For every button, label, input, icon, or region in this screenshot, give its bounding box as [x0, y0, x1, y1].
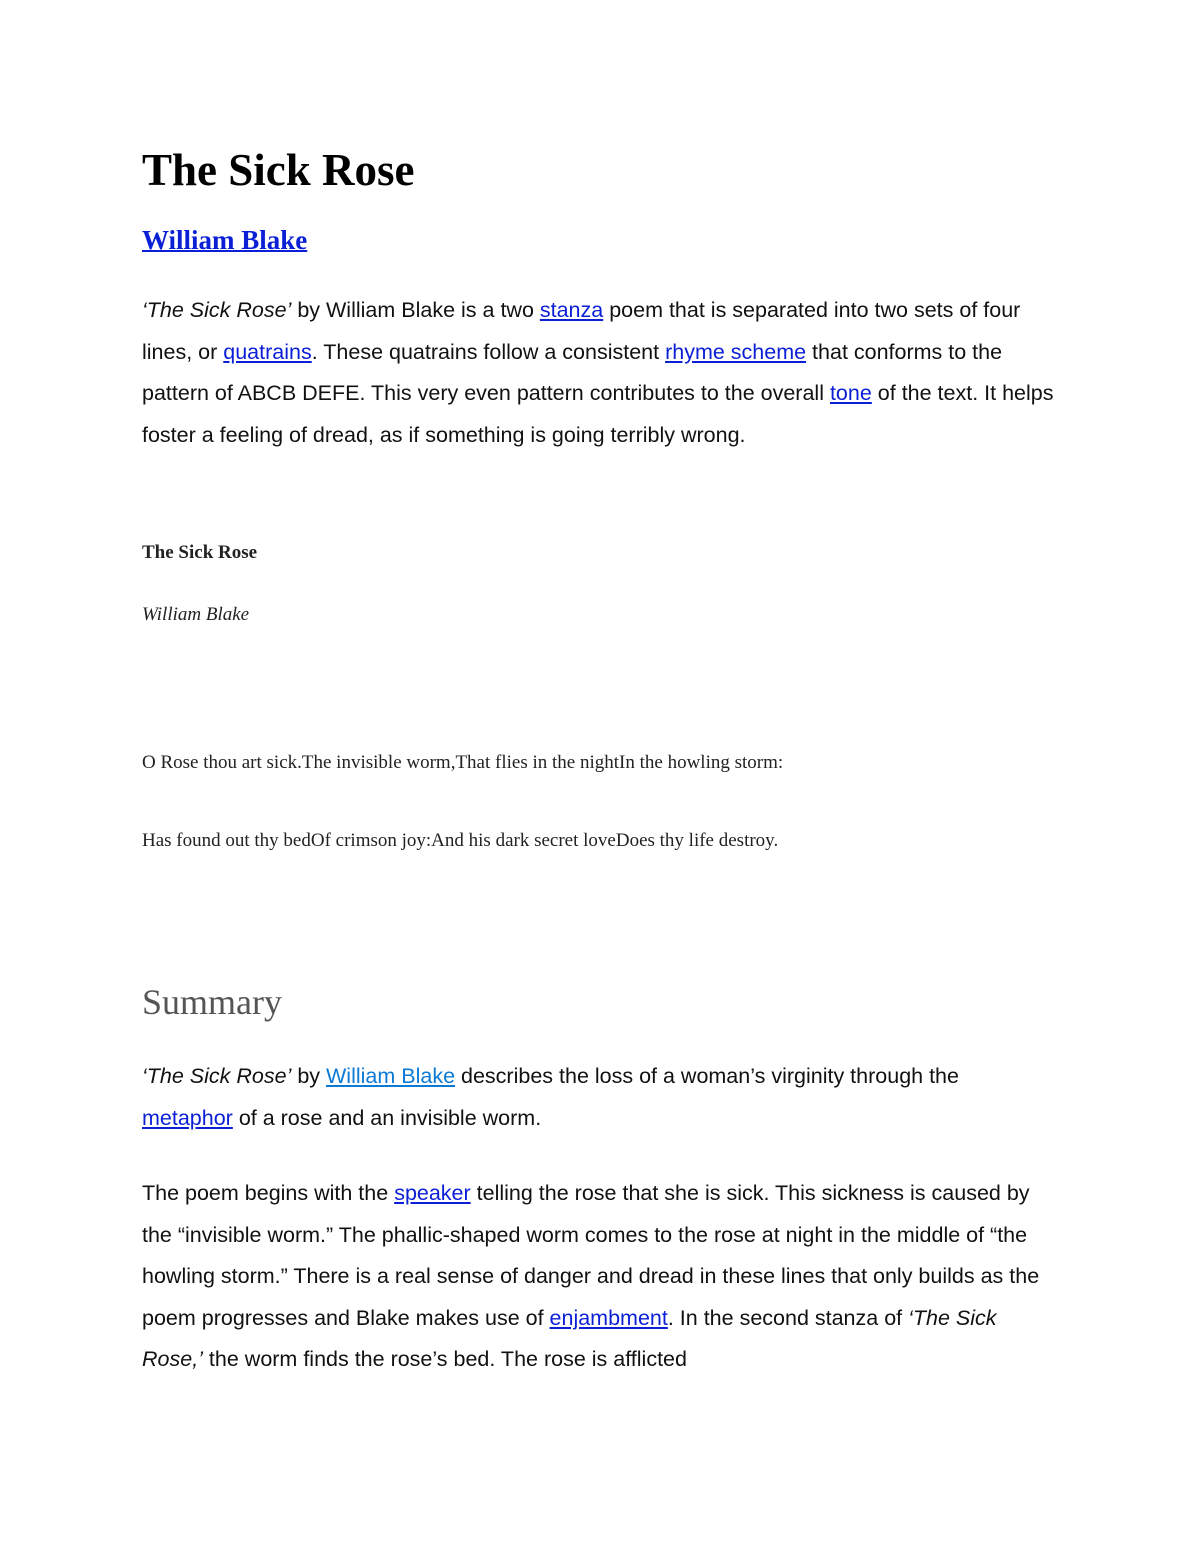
speaker-link[interactable]: speaker: [394, 1181, 471, 1205]
intro-text: poem that is separated into two sets of four lines, or: [142, 298, 1021, 364]
intro-text: . These quatrains follow a consistent: [311, 339, 666, 364]
poem-title: The Sick Rose: [142, 542, 258, 563]
poem-title-quote: ‘The Sick Rose,’: [142, 1305, 997, 1371]
poem-stanza-2: Has found out thy bedOf crimson joy:And his dark secret loveDoes thy life destroy.: [142, 830, 779, 851]
summary-paragraph-1: [142, 1056, 1002, 1139]
summary-text: of a rose and an invisible worm.: [232, 1105, 542, 1130]
author-heading: [142, 222, 307, 258]
summary-paragraph-2: [142, 1173, 1052, 1381]
intro-text: by William Blake is a two: [291, 298, 540, 322]
quatrains-link[interactable]: quatrains: [223, 339, 312, 364]
page-title: The Sick Rose: [142, 145, 415, 195]
intro-paragraph: [142, 290, 1072, 456]
summary-text: telling the rose that she is sick. This sickness is caused by the “invisible worm.” The phallic-shaped worm comes to the rose at night in the middle of “the howling storm.” There is a real sense of danger and dread in these lines that only builds as the poem progresses and Blake makes use of: [142, 1181, 1040, 1330]
poem-author: William Blake: [142, 604, 250, 625]
author-link[interactable]: William Blake: [142, 225, 308, 255]
summary-text: . In the second stanza of: [667, 1305, 909, 1330]
metaphor-link[interactable]: metaphor: [142, 1105, 233, 1130]
enjambment-link[interactable]: enjambment: [549, 1305, 668, 1330]
summary-text: by: [291, 1064, 327, 1088]
intro-text: of the text. It helps foster a feeling of dread, as if something is going terribly wrong.: [142, 381, 1054, 447]
tone-link[interactable]: tone: [829, 381, 872, 405]
rhyme-scheme-link[interactable]: rhyme scheme: [665, 339, 807, 364]
poem-title-quote: ‘The Sick Rose’: [142, 298, 292, 322]
stanza-link[interactable]: stanza: [539, 298, 604, 322]
poem-title-quote: ‘The Sick Rose’: [142, 1064, 292, 1088]
summary-text: The poem begins with the: [142, 1181, 395, 1205]
intro-text: that conforms to the pattern of ABCB DEFE. This very even pattern contributes to the overall: [142, 339, 1003, 405]
author-link-inline[interactable]: William Blake: [326, 1064, 456, 1088]
poem-stanza-1: O Rose thou art sick.The invisible worm,That flies in the nightIn the howling storm:: [142, 752, 784, 773]
summary-text: describes the loss of a woman’s virginity through the: [455, 1064, 959, 1088]
summary-heading: Summary: [142, 982, 282, 1022]
summary-text: the worm finds the rose’s bed. The rose is afflicted: [202, 1347, 687, 1371]
